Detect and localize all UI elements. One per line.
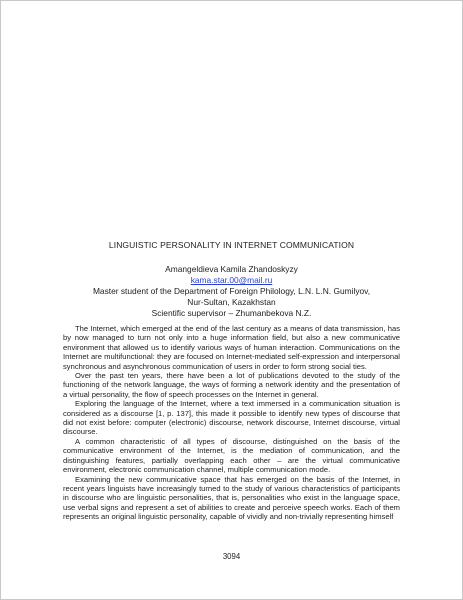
author-position: Master student of the Department of Foreign Philology, L.N. L.N. Gumilyov, xyxy=(92,286,371,296)
scientific-supervisor: Scientific supervisor – Zhumanbekova N.Z. xyxy=(151,308,312,318)
body-paragraph: A common characteristic of all types of discourse, distinguished on the basis of the communicative environment of the Internet, is the mediation of communication, and the distinguishing features, partially overlapping each other – are the virtual communicative environment, electronic communication channel, multiple communication mode. xyxy=(63,436,400,475)
body-paragraph: Exploring the language of the Internet, where a text immersed in a communication situation is considered as a discourse [1, p. 137], this made it possible to identify new types of discourse that did not exist before: computer (electronic) discourse, network discourse, Internet discourse, virtual discourse. xyxy=(63,399,400,437)
document-page xyxy=(63,0,400,600)
page-number: 3094 xyxy=(222,552,241,561)
body-paragraph: Examining the new communicative space that has emerged on the basis of the Internet, in recent years linguists have increasingly turned to the study of various characteristics of participants in discourse who are linguistic personalities, that is, personalities who exist in the language space, use verbal signs and represent a set of abilities to create and perceive speech works. Each of them represents an original linguistic personality, capable of vividly and non-trivially representing himself xyxy=(63,474,400,522)
body-paragraph: The Internet, which emerged at the end of the last century as a means of data transmission, has by now managed to turn not only into a huge information field, but also a new communicative environment that allowed us to identify various ways of human interaction. Communications on the Internet are multifunctional: they are focused on Internet-mediated self-expression and interpersonal synchronous and asynchronous communication of users in order to form strong social ties. xyxy=(63,324,400,371)
author-email-link[interactable]: kama.star.00@mail.ru xyxy=(190,275,273,285)
article-body xyxy=(63,324,400,522)
author-location: Nur-Sultan, Kazakhstan xyxy=(187,297,276,307)
author-email-line xyxy=(63,275,400,285)
article-title: LINGUISTIC PERSONALITY IN INTERNET COMMUNICATION xyxy=(108,240,355,250)
author-name: Amangeldieva Kamila Zhandoskyzy xyxy=(165,264,298,274)
body-paragraph: Over the past ten years, there have been a lot of publications devoted to the study of the functioning of the network language, the ways of forming a network identity and the presentation of a virtual personality, the flow of speech processes on the Internet in general. xyxy=(63,371,400,399)
